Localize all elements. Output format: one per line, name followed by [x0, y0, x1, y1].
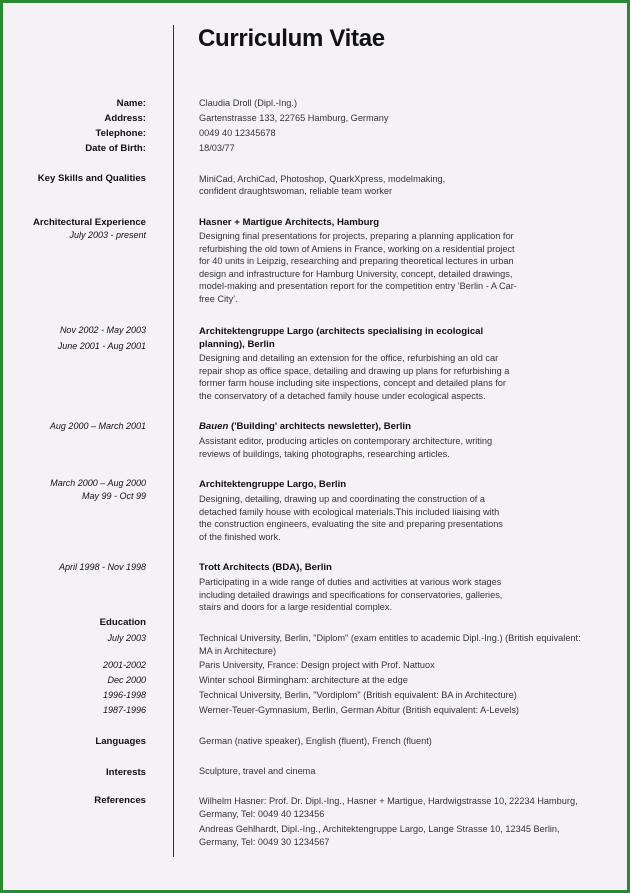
job-title: Architektengruppe Largo, Berlin: [199, 479, 347, 490]
job-description: Assistant editor, producing articles on contemporary architecture, writing reviews of buildings, taking photographs, researching articles.: [199, 436, 493, 459]
languages-value: German (native speaker), English (fluent), French (fluent): [199, 736, 432, 746]
address-value: Gartenstrasse 133, 22765 Hamburg, Germany: [199, 113, 389, 123]
job-date: Aug 2000 – March 2001: [49, 421, 146, 431]
job-date: May 99 - Oct 99: [81, 491, 146, 501]
skills-line-1: MiniCad, ArchiCad, Photoshop, QuarkXpress, modelmaking,: [199, 174, 446, 184]
skills-line-2: confident draughtswoman, reliable team worker: [199, 186, 393, 196]
job-description: Participating in a wide range of duties and activities at various work stages including detailed drawings and specifications for conservatories, galleries, stairs and doors for a large residential complex.: [199, 577, 503, 612]
education-label: Education: [99, 617, 146, 628]
page-title: Curriculum Vitae: [198, 25, 385, 52]
experience-label: Architectural Experience: [32, 217, 146, 228]
dob-value: 18/03/77: [199, 143, 235, 153]
education-date: 1996-1998: [102, 690, 146, 700]
job-description: Designing, detailing, drawing up and coordinating the construction of a detached family house with ecological materials.This included liaising with the construction engineers, evaluating the site and preparing presentations of the finished work.: [199, 494, 503, 542]
telephone-value: 0049 40 12345678: [199, 128, 276, 138]
education-item: Winter school Birmingham: architecture at the edge: [199, 675, 408, 685]
job-date: March 2000 – Aug 2000: [50, 478, 146, 488]
name-value: Claudia Droll (Dipl.-Ing.): [199, 98, 298, 108]
languages-label: Languages: [95, 736, 146, 747]
education-item: Technical University, Berlin, "Diplom" (exam entitles to academic Dipl.-Ing.) (British equivalent: MA in Architecture): [199, 633, 581, 656]
job-title: Architektengruppe Largo (architects specialising in ecological planning), Berlin: [199, 326, 484, 350]
job-title: Trott Architects (BDA), Berlin: [199, 562, 332, 573]
education-date: Dec 2000: [107, 675, 146, 685]
education-date: July 2003: [107, 633, 146, 643]
divider-line: [173, 25, 174, 857]
job-title: Hasner + Martigue Architects, Hamburg: [199, 217, 380, 228]
interests-value: Sculpture, travel and cinema: [199, 766, 316, 776]
job-description: Designing final presentations for projects, preparing a planning application for refurbishing the old town of Amiens in France, working on a residential project for 40 units in Leipzig, researching and preparing theoretical lectures in urban design and infrastructure for Hamburg University, concept, detailed drawings, model-making and presentation report for the competition entry 'Berlin - A Car-free City'.: [199, 231, 517, 304]
reference-item: Wilhelm Hasner: Prof. Dr. Dipl.-Ing., Hasner + Martigue, Hardwigstrasse 10, 22234 Hamburg, Germany, Tel: 0049 40 123456: [199, 796, 578, 819]
dob-label: Date of Birth:: [85, 143, 146, 154]
cv-page: [3, 3, 627, 890]
interests-label: Interests: [106, 767, 146, 778]
reference-item: Andreas Gehlhardt, Dipl.-Ing., Architektengruppe Largo, Lange Strasse 10, 12345 Berlin, Germany, Tel: 0049 30 1234567: [199, 824, 560, 847]
name-label: Name:: [116, 98, 146, 109]
job-date: April 1998 - Nov 1998: [58, 562, 146, 572]
skills-label: Key Skills and Qualities: [37, 173, 146, 184]
education-item: Werner-Teuer-Gymnasium, Berlin, German Abitur (British equivalent: A-Levels): [199, 705, 519, 715]
job-description: Designing and detailing an extension for the office, refurbishing an old car repair shop as office space, detailing and drawing up plans for refurbishing a former farm house including site inspections, concept and detailed plans for the conservatory of a detached family house under ecological aspects.: [199, 353, 510, 401]
education-item: Technical University, Berlin, "Vordiplom" (British equivalent: BA in Architecture): [199, 690, 517, 700]
references-label: References: [94, 795, 146, 806]
education-item: Paris University, France: Design project with Prof. Nattuox: [199, 660, 435, 670]
education-date: 2001-2002: [102, 660, 146, 670]
address-label: Address:: [104, 113, 146, 124]
job-title-rest: ('Building' architects newsletter), Berlin: [228, 421, 411, 432]
job-date: July 2003 - present: [69, 230, 146, 240]
job-date: June 2001 - Aug 2001: [57, 341, 146, 351]
telephone-label: Telephone:: [95, 128, 146, 139]
education-date: 1987-1996: [102, 705, 146, 715]
job-title-italic: Bauen: [199, 421, 229, 432]
job-date: Nov 2002 - May 2003: [59, 325, 146, 335]
job-title: [199, 420, 519, 433]
